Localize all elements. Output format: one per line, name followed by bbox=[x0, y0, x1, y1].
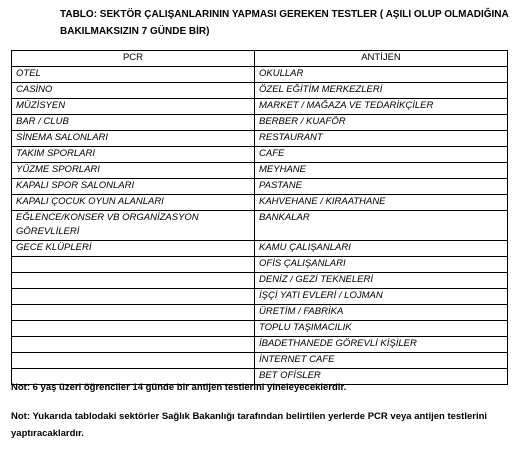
antijen-cell: İBADETHANEDE GÖREVLİ KİŞİLER bbox=[255, 337, 508, 353]
pcr-cell: KAPALI ÇOCUK OYUN ALANLARI bbox=[12, 195, 255, 211]
pcr-cell: YÜZME SPORLARI bbox=[12, 163, 255, 179]
table-row bbox=[12, 99, 508, 115]
pcr-cell bbox=[12, 289, 255, 305]
pcr-cell bbox=[12, 337, 255, 353]
antijen-cell: İŞÇİ YATI EVLERİ / LOJMAN bbox=[255, 289, 508, 305]
table-row bbox=[12, 257, 508, 273]
antijen-cell: İNTERNET CAFE bbox=[255, 353, 508, 369]
table-row bbox=[12, 131, 508, 147]
table-title: TABLO: SEKTÖR ÇALIŞANLARININ YAPMASI GEREKEN TESTLER ( AŞILI OLUP OLMADIĞINA BAKILMAKSIZIN 7 GÜNDE BİR) bbox=[60, 9, 509, 37]
antijen-cell: BET OFİSLER bbox=[255, 369, 508, 385]
table-row bbox=[12, 163, 508, 179]
antijen-cell: DENİZ / GEZİ TEKNELERİ bbox=[255, 273, 508, 289]
table-row bbox=[12, 115, 508, 131]
antijen-cell: TOPLU TAŞIMACILIK bbox=[255, 321, 508, 337]
pcr-cell: MÜZİSYEN bbox=[12, 99, 255, 115]
antijen-cell: RESTAURANT bbox=[255, 131, 508, 147]
antijen-cell: MEYHANE bbox=[255, 163, 508, 179]
antijen-cell: BANKALAR bbox=[255, 211, 508, 241]
pcr-cell bbox=[12, 273, 255, 289]
pcr-cell bbox=[12, 305, 255, 321]
test-table bbox=[11, 50, 508, 385]
table-row bbox=[12, 211, 508, 241]
antijen-cell: OFİS ÇALIŞANLARI bbox=[255, 257, 508, 273]
table-row bbox=[12, 195, 508, 211]
pcr-cell: KAPALI SPOR SALONLARI bbox=[12, 179, 255, 195]
table-row bbox=[12, 273, 508, 289]
pcr-cell bbox=[12, 257, 255, 273]
antijen-cell: MARKET / MAĞAZA VE TEDARİKÇİLER bbox=[255, 99, 508, 115]
pcr-cell: SİNEMA SALONLARI bbox=[12, 131, 255, 147]
pcr-cell bbox=[12, 353, 255, 369]
pcr-cell: EĞLENCE/KONSER VB ORGANİZASYON GÖREVLİLERİ bbox=[12, 211, 255, 241]
antijen-cell: ÜRETİM / FABRİKA bbox=[255, 305, 508, 321]
antijen-cell: PASTANE bbox=[255, 179, 508, 195]
pcr-cell: OTEL bbox=[12, 67, 255, 83]
table-row bbox=[12, 241, 508, 257]
antijen-cell: BERBER / KUAFÖR bbox=[255, 115, 508, 131]
table-row bbox=[12, 353, 508, 369]
pcr-cell: GECE KLÜPLERİ bbox=[12, 241, 255, 257]
table-row bbox=[12, 321, 508, 337]
antijen-cell: OKULLAR bbox=[255, 67, 508, 83]
table-row bbox=[12, 147, 508, 163]
header-antijen: ANTİJEN bbox=[255, 51, 508, 67]
table-row bbox=[12, 305, 508, 321]
table-row bbox=[12, 337, 508, 353]
note-students: Not: 6 yaş üzeri öğrenciler 14 günde bir antijen testlerini yineleyeceklerdir. bbox=[11, 382, 347, 393]
antijen-cell: ÖZEL EĞİTİM MERKEZLERİ bbox=[255, 83, 508, 99]
antijen-cell: CAFE bbox=[255, 147, 508, 163]
antijen-cell: KAMU ÇALIŞANLARI bbox=[255, 241, 508, 257]
pcr-cell: CASİNO bbox=[12, 83, 255, 99]
header-row bbox=[12, 51, 508, 67]
pcr-cell: TAKIM SPORLARI bbox=[12, 147, 255, 163]
pcr-cell bbox=[12, 321, 255, 337]
header-pcr: PCR bbox=[12, 51, 255, 67]
table-row bbox=[12, 289, 508, 305]
pcr-cell: BAR / CLUB bbox=[12, 115, 255, 131]
note-sectors: Not: Yukarıda tablodaki sektörler Sağlık Bakanlığı tarafından belirtilen yerlerde PCR veya antijen testlerini yaptıracaklardır. bbox=[11, 411, 488, 439]
table-row bbox=[12, 67, 508, 83]
table-row bbox=[12, 83, 508, 99]
antijen-cell: KAHVEHANE / KIRAATHANE bbox=[255, 195, 508, 211]
table-row bbox=[12, 179, 508, 195]
